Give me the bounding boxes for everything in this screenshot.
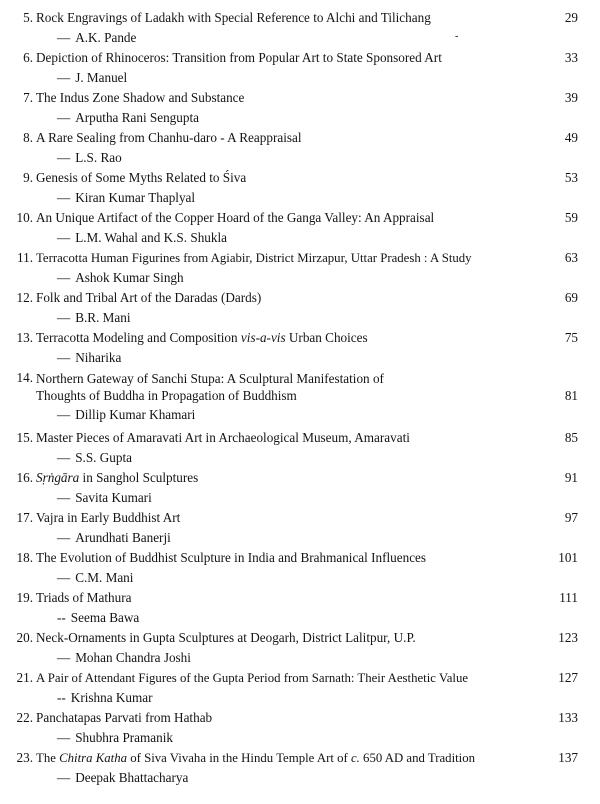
entry-number: 15. <box>16 430 33 445</box>
author-dash: — <box>57 490 71 505</box>
entry-number: 9. <box>23 170 33 185</box>
author-dash: — <box>57 110 71 125</box>
toc-entry <box>0 240 600 285</box>
toc-entry <box>0 320 600 365</box>
author-dash: — <box>57 150 71 165</box>
entry-number: 8. <box>23 130 33 145</box>
author-dash: — <box>57 450 71 465</box>
entry-title: Vajra in Early Buddhist Art <box>36 510 181 525</box>
entry-title: A Rare Sealing from Chanhu-daro - A Reappraisal <box>36 130 302 145</box>
entry-page: 49 <box>564 130 578 145</box>
author-name: L.M. Wahal and K.S. Shukla <box>75 230 227 245</box>
entry-title: An Unique Artifact of the Copper Hoard of the Ganga Valley: An Appraisal <box>36 210 435 225</box>
author-name: Dillip Kumar Khamari <box>75 407 196 422</box>
toc-entry <box>0 160 600 205</box>
entry-number: 6. <box>23 50 33 65</box>
entry-title: Genesis of Some Myths Related to Śiva <box>36 170 247 185</box>
entry-number: 5. <box>23 10 33 25</box>
title-italic-text: c. <box>350 751 360 765</box>
entry-title <box>36 470 550 486</box>
entry-number: 23. <box>16 750 33 765</box>
author-name: C.M. Mani <box>75 570 134 585</box>
toc-entry <box>0 500 600 545</box>
entry-number: 16. <box>16 470 33 485</box>
entry-title <box>36 330 550 346</box>
toc-entry <box>0 420 600 465</box>
entry-page: 97 <box>564 510 578 525</box>
author-dash: — <box>57 190 71 205</box>
toc-entry <box>0 460 600 505</box>
title-text: Urban Choices <box>285 330 368 345</box>
entry-page: 75 <box>564 330 578 345</box>
toc-entry <box>0 540 600 585</box>
title-italic-text: vis-a-vis <box>240 330 286 345</box>
author-name: B.R. Mani <box>75 310 131 325</box>
author-name: Arundhati Banerji <box>75 530 171 545</box>
entry-title: The Indus Zone Shadow and Substance <box>36 90 245 105</box>
entry-title: Terracotta Human Figurines from Agiabir, District Mirzapur, Uttar Pradesh : A Study <box>36 251 472 265</box>
author-name: Kiran Kumar Thaplyal <box>75 190 196 205</box>
author-dash: — <box>57 770 71 785</box>
toc-entry <box>0 620 600 665</box>
author-dash: -- <box>57 690 66 705</box>
entry-number: 11. <box>17 250 33 265</box>
entry-number: 19. <box>16 590 33 605</box>
title-text: in Sanghol Sculptures <box>79 470 199 485</box>
title-text: The <box>36 751 60 765</box>
entry-title: Panchatapas Parvati from Hathab <box>36 710 213 725</box>
author-name: S.S. Gupta <box>75 450 132 465</box>
entry-title: Depiction of Rhinoceros: Transition from Popular Art to State Sponsored Art <box>36 50 442 65</box>
author-dash: — <box>57 570 71 585</box>
entry-title: Folk and Tribal Art of the Daradas (Dards) <box>36 290 262 305</box>
entry-page: 137 <box>558 750 578 765</box>
toc-entry <box>0 80 600 125</box>
title-italic-text: Chitra Katha <box>59 751 128 765</box>
entry-number: 18. <box>16 550 33 565</box>
entry-title: Rock Engravings of Ladakh with Special Reference to Alchi and Tilichang <box>36 10 431 25</box>
toc-entry <box>0 580 600 625</box>
title-italic-text: Sṛṅgāra <box>36 470 80 485</box>
entry-page: 59 <box>564 210 578 225</box>
author-name: Arputha Rani Sengupta <box>75 110 199 125</box>
entry-page: 91 <box>564 470 578 485</box>
toc-entry <box>0 40 600 85</box>
author-name: Seema Bawa <box>70 610 140 625</box>
entry-page: 127 <box>558 670 578 685</box>
toc-entry <box>0 280 600 325</box>
author-name: Ashok Kumar Singh <box>75 270 184 285</box>
entry-number: 10. <box>16 210 33 225</box>
author-name: Krishna Kumar <box>70 690 153 705</box>
author-dash: — <box>57 530 71 545</box>
author-dash: — <box>57 650 71 665</box>
author-name: J. Manuel <box>75 70 128 85</box>
author-dash: — <box>57 230 71 245</box>
author-name: Savita Kumari <box>75 490 152 505</box>
toc-entry <box>0 120 600 165</box>
entry-page: 133 <box>558 710 578 725</box>
author-dash: — <box>57 730 71 745</box>
entry-page: 101 <box>558 550 578 565</box>
author-name: A.K. Pande <box>75 30 137 45</box>
entry-page: 33 <box>564 50 578 65</box>
entry-page: 39 <box>564 90 578 105</box>
entry-author <box>57 770 188 786</box>
entry-page: 29 <box>564 10 578 25</box>
entry-page: 63 <box>564 250 578 265</box>
toc-entry <box>0 0 600 45</box>
entry-number: 20. <box>16 630 33 645</box>
entry-title: Northern Gateway of Sanchi Stupa: A Sculptural Manifestation of Thoughts of Buddha in Propagation of Buddhism <box>36 371 384 403</box>
entry-title: The Evolution of Buddhist Sculpture in India and Brahmanical Influences <box>36 550 427 565</box>
toc-entry <box>0 740 600 785</box>
toc-entry <box>0 200 600 245</box>
entry-number: 22. <box>16 710 33 725</box>
entry-page: 123 <box>558 630 578 645</box>
entry-page: 111 <box>559 590 578 605</box>
entry-title: Neck-Ornaments in Gupta Sculptures at Deogarh, District Lalitpur, U.P. <box>36 630 416 645</box>
entry-title: A Pair of Attendant Figures of the Gupta Period from Sarnath: Their Aesthetic Value <box>36 671 469 685</box>
author-name: Mohan Chandra Joshi <box>75 650 191 665</box>
entry-title: Triads of Mathura <box>36 590 132 605</box>
author-dash: — <box>57 70 71 85</box>
author-dash: — <box>57 350 71 365</box>
toc-entry <box>0 360 600 422</box>
author-name: Niharika <box>75 350 122 365</box>
toc-entry <box>0 660 600 705</box>
author-name: L.S. Rao <box>75 150 122 165</box>
entry-number: 7. <box>23 90 33 105</box>
entry-page: 85 <box>564 430 578 445</box>
author-dash: — <box>57 270 71 285</box>
entry-page: 81 <box>564 388 578 403</box>
author-dash: -- <box>57 610 66 625</box>
author-name: Deepak Bhattacharya <box>75 770 189 785</box>
author-dash: — <box>57 407 71 422</box>
entry-number: 12. <box>16 290 33 305</box>
entry-page: 53 <box>564 170 578 185</box>
entry-number: 14. <box>16 370 33 385</box>
entry-page: 69 <box>564 290 578 305</box>
entry-number: 17. <box>16 510 33 525</box>
author-name: Shubhra Pramanik <box>75 730 173 745</box>
entry-number: 13. <box>16 330 33 345</box>
toc-entry <box>0 700 600 745</box>
author-dash: — <box>57 310 71 325</box>
stray-mark: - <box>455 31 459 42</box>
entry-number: 21. <box>16 670 33 685</box>
entry-title: Master Pieces of Amaravati Art in Archaeological Museum, Amaravati <box>36 430 410 445</box>
entry-title <box>36 750 550 766</box>
title-text: 650 AD and Tradition <box>359 751 476 765</box>
title-text: Terracotta Modeling and Composition <box>36 330 241 345</box>
author-dash: — <box>57 30 71 45</box>
title-text: of Siva Vivaha in the Hindu Temple Art of <box>127 751 351 765</box>
